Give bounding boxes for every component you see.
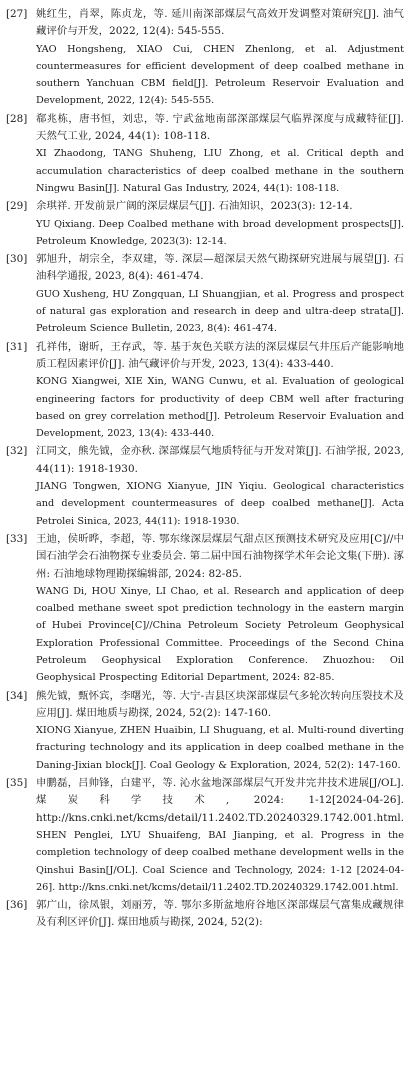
reference-english: XI Zhaodong, TANG Shuheng, LIU Zhong, et al. Critical depth and accumulation characteristics of deep coalbed methane in the southern Ningwu Basin[J]. Natural Gas Industry, 2024, 44(1): 108-118.: [36, 148, 404, 194]
reference-number: [27]: [6, 8, 28, 20]
reference-english: WANG Di, HOU Xinye, LI Chao, et al. Research and application of deep coalbed methane sweet spot prediction technology in the eastern margin of Hubei Province[C]//China Petroleum Society Petroleum Geophysical Exploration Professional Committee. Proceedings of the Second China Petroleum Geophysical Exploration Conference. Zhuozhou: Oil Geophysical Prospecting Editorial Department, 2024: 82-85.: [36, 585, 404, 684]
reference-number: [34]: [6, 689, 28, 702]
reference-chinese: 郭广山，徐凤银，刘丽芳，等. 鄂尔多斯盆地府谷地区深部煤层气富集成藏规律及有利区评价[J]. 煤田地质与勘探, 2024, 52(2):: [36, 899, 404, 929]
reference-number: [29]: [6, 200, 28, 213]
reference-english: XIONG Xianyue, ZHEN Huaibin, LI Shuguang, et al. Multi-round diverting fracturing technology and its application in deep coalbed methane in the Daning-Jixian block[J]. Coal Geology & Exploration, 2024, 52(2): 147-160.: [36, 725, 404, 771]
reference-body: [36, 6, 404, 110]
reference-body: [36, 198, 404, 250]
reference-english: YU Qixiang. Deep Coalbed methane with broad development prospects[J]. Petroleum Knowledge, 2023(3): 12-14.: [36, 218, 404, 247]
reference-number: [32]: [6, 445, 28, 458]
reference-chinese: 郗兆栋，唐书恒，刘忠，等. 宁武盆地南部深部煤层气临界深度与成藏特征[J]. 天然气工业, 2024, 44(1): 108-118.: [36, 112, 404, 143]
reference-chinese: 江同文，熊先钺，金亦秋. 深部煤层气地质特征与开发对策[J]. 石油学报, 2023, 44(11): 1918-1930.: [36, 445, 404, 475]
reference-item: [6, 775, 404, 896]
reference-body: [36, 111, 404, 197]
reference-body: [36, 688, 404, 774]
reference-body: [36, 339, 404, 443]
reference-chinese: 王迪，侯昕晔，李超，等. 鄂东缘深层煤层气甜点区预测技术研究及应用[C]//中国石油学会石油物探专业委员会. 第二届中国石油物探学术年会论文集(下册). 涿州: 石油地球物理勘探编辑部, 2024: 82-85.: [36, 532, 404, 580]
reference-number: [31]: [6, 340, 28, 353]
reference-item: [6, 688, 404, 774]
reference-english: GUO Xusheng, HU Zongquan, LI Shuangjian, et al. Progress and prospect of natural gas exploration and research in deep and ultra-deep strata[J]. Petroleum Science Bulletin, 2023, 8(4): 461-474.: [36, 288, 404, 335]
reference-body: [36, 897, 404, 932]
reference-body: [36, 775, 404, 896]
reference-number: [35]: [6, 777, 28, 790]
reference-chinese: 郭旭升，胡宗全，李双建，等. 深层—超深层天然气勘探研究进展与展望[J]. 石油科学通报, 2023, 8(4): 461-474.: [36, 253, 404, 283]
reference-english: JIANG Tongwen, XIONG Xianyue, JIN Yiqiu. Geological characteristics and development countermeasures of deep coalbed methane[J]. Acta Petrolei Sinica, 2023, 44(11): 1918-1930.: [36, 481, 404, 527]
reference-chinese: 熊先钺，甄怀宾，李曙光，等. 大宁-吉县区块深部煤层气多轮次转向压裂技术及应用[J]. 煤田地质与勘探, 2024, 52(2): 147-160.: [36, 689, 404, 719]
reference-number: [30]: [6, 253, 28, 266]
reference-chinese: 余琪祥. 开发前景广阔的深层煤层气[J]. 石油知识，2023(3): 12-14.: [36, 200, 353, 213]
reference-item: [6, 251, 404, 337]
reference-number: [33]: [6, 532, 28, 545]
reference-english: KONG Xiangwei, XIE Xin, WANG Cunwu, et al. Evaluation of geological engineering factors for productivity of deep CBM well after fracturing based on grey correlation method[J]. Petroleum Reservoir Evaluation and Development, 2023, 13(4): 433-440.: [36, 376, 404, 440]
reference-english: YAO Hongsheng, XIAO Cui, CHEN Zhenlong, et al. Adjustment countermeasures for efficient development of deep coalbed methane in southern Yanchuan CBM field[J]. Petroleum Reservoir Evaluation and Development, 2022, 12(4): 545-555.: [36, 43, 404, 107]
reference-chinese: 姚红生，肖翠，陈贞龙，等. 延川南深部煤层气高效开发调整对策研究[J]. 油气藏评价与开发，2022, 12(4): 545-555.: [36, 8, 404, 38]
reference-chinese: 孔祥伟，谢昕，王存武，等. 基于灰色关联方法的深层煤层气井压后产能影响地质工程因素评价[J]. 油气藏评价与开发, 2023, 13(4): 433-440.: [36, 340, 404, 370]
reference-item: [6, 111, 404, 197]
reference-item: [6, 531, 404, 687]
reference-number: [28]: [6, 112, 28, 125]
reference-english: SHEN Penglei, LYU Shuaifeng, BAI Jianping, et al. Progress in the completion technology of deep coalbed methane development wells in the Qinshui Basin[J/OL]. Coal Science and Technology, 2024: 1-12 [2024-04-26]. http://kns.cnki.net/kcms/detail/11.2402.TD.20240329.1742.001.html.: [36, 829, 404, 893]
reference-item: [6, 6, 404, 110]
reference-body: [36, 443, 404, 529]
reference-body: [36, 531, 404, 687]
reference-body: [36, 251, 404, 337]
reference-item: [6, 897, 404, 932]
reference-chinese: 申鹏磊，吕帅锋，白建平，等. 沁水盆地深部煤层气开发井完井技术进展[J/OL]. 煤炭科学技术, 2024: 1-12[2024-04-26]. http://kns.cnki.net/kcms/detail/11.2402.TD.20240329.1742.001.html.: [36, 777, 405, 824]
reference-number: [36]: [6, 899, 28, 912]
reference-item: [6, 198, 404, 250]
reference-item: [6, 339, 404, 443]
reference-item: [6, 443, 404, 529]
